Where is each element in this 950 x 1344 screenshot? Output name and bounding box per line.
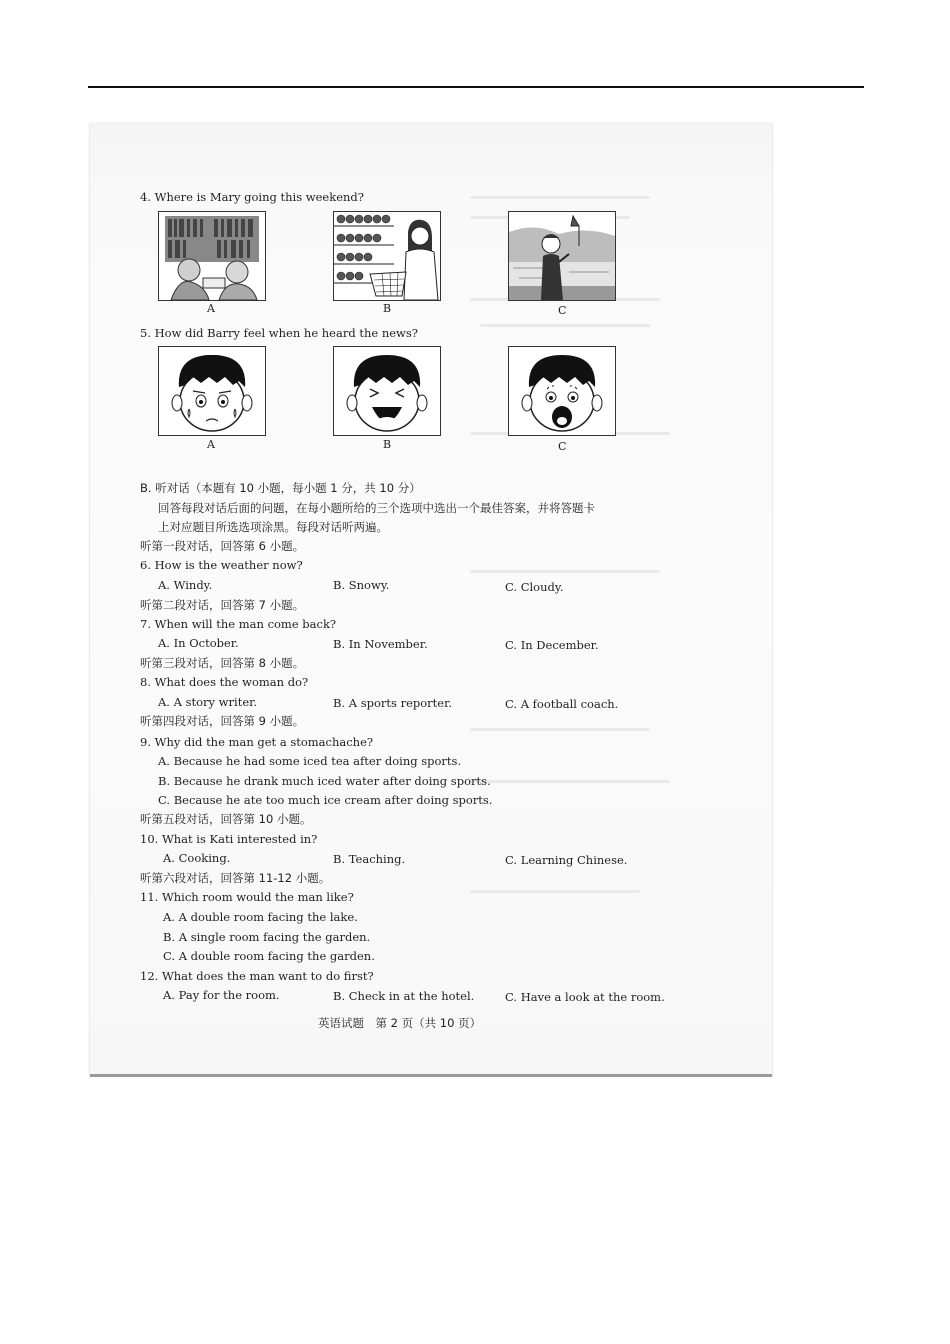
q5-label-b: B — [383, 438, 392, 451]
q4-picture-a-library — [158, 211, 266, 301]
q9-option-c: C. Because he ate too much ice cream after doing sports. — [158, 793, 493, 807]
bleed-through — [470, 780, 670, 783]
q8-option-c: C. A football coach. — [505, 697, 619, 711]
q10-option-c: C. Learning Chinese. — [505, 853, 628, 867]
q5-label-c: C — [558, 440, 567, 453]
q5-label-a: A — [207, 438, 215, 451]
section-b-heading: B. 听对话（本题有 10 小题，每小题 1 分，共 10 分） — [140, 481, 421, 495]
dialogue-6-intro: 听第六段对话，回答第 11-12 小题。 — [140, 871, 331, 885]
section-b-instruction-line-1: 回答每段对话后面的问题，在每小题所给的三个选项中选出一个最佳答案，并将答题卡 — [158, 501, 595, 515]
q9-option-b: B. Because he drank much iced water after doing sports. — [158, 774, 491, 788]
bleed-through — [470, 196, 650, 199]
q11-question: 11. Which room would the man like? — [140, 890, 354, 904]
q7-question: 7. When will the man come back? — [140, 617, 337, 631]
bleed-through — [470, 728, 650, 731]
laughing-face-icon — [334, 347, 440, 435]
dialogue-4-intro: 听第四段对话，回答第 9 小题。 — [140, 714, 305, 728]
q4-picture-c-lake — [508, 211, 616, 301]
q4-question: 4. Where is Mary going this weekend? — [140, 190, 364, 204]
q4-picture-b-supermarket — [333, 211, 441, 301]
q9-question: 9. Why did the man get a stomachache? — [140, 735, 374, 749]
q8-question: 8. What does the woman do? — [140, 675, 309, 689]
q7-option-a: A. In October. — [158, 636, 239, 650]
q8-option-a: A. A story writer. — [158, 695, 258, 709]
q10-question: 10. What is Kati interested in? — [140, 832, 318, 846]
supermarket-icon — [334, 212, 440, 300]
q6-option-c: C. Cloudy. — [505, 580, 564, 594]
q10-option-b: B. Teaching. — [333, 852, 406, 866]
library-icon — [159, 212, 265, 300]
q5-question: 5. How did Barry feel when he heard the news? — [140, 326, 418, 340]
bleed-through — [480, 324, 650, 327]
q6-option-b: B. Snowy. — [333, 578, 390, 592]
q7-option-c: C. In December. — [505, 638, 599, 652]
dialogue-1-intro: 听第一段对话，回答第 6 小题。 — [140, 539, 305, 553]
q5-picture-c-surprised-face — [508, 346, 616, 436]
q6-option-a: A. Windy. — [158, 578, 213, 592]
q5-picture-a-sad-face — [158, 346, 266, 436]
q8-option-b: B. A sports reporter. — [333, 696, 452, 710]
dialogue-2-intro: 听第二段对话，回答第 7 小题。 — [140, 598, 305, 612]
q11-option-a: A. A double room facing the lake. — [163, 910, 358, 924]
q9-option-a: A. Because he had some iced tea after doing sports. — [158, 754, 462, 768]
q4-label-b: B — [383, 302, 392, 315]
q12-option-a: A. Pay for the room. — [163, 988, 280, 1002]
bleed-through — [470, 890, 640, 893]
q12-question: 12. What does the man want to do first? — [140, 969, 374, 983]
q7-option-b: B. In November. — [333, 637, 428, 651]
dialogue-3-intro: 听第三段对话，回答第 8 小题。 — [140, 656, 305, 670]
crying-face-icon — [159, 347, 265, 435]
q5-picture-b-happy-face — [333, 346, 441, 436]
lake-park-icon — [509, 212, 615, 300]
surprised-face-icon — [509, 347, 615, 435]
q11-option-c: C. A double room facing the garden. — [163, 949, 375, 963]
page-footer: 英语试题 第 2 页（共 10 页） — [318, 1016, 482, 1030]
section-b-instruction-line-2: 上对应题目所选选项涂黑。每段对话听两遍。 — [158, 520, 388, 534]
q6-question: 6. How is the weather now? — [140, 558, 303, 572]
bleed-through — [470, 570, 660, 573]
dialogue-5-intro: 听第五段对话，回答第 10 小题。 — [140, 812, 312, 826]
q11-option-b: B. A single room facing the garden. — [163, 930, 371, 944]
q10-option-a: A. Cooking. — [163, 851, 231, 865]
q4-label-c: C — [558, 304, 567, 317]
q12-option-b: B. Check in at the hotel. — [333, 989, 475, 1003]
q12-option-c: C. Have a look at the room. — [505, 990, 665, 1004]
q4-label-a: A — [207, 302, 215, 315]
